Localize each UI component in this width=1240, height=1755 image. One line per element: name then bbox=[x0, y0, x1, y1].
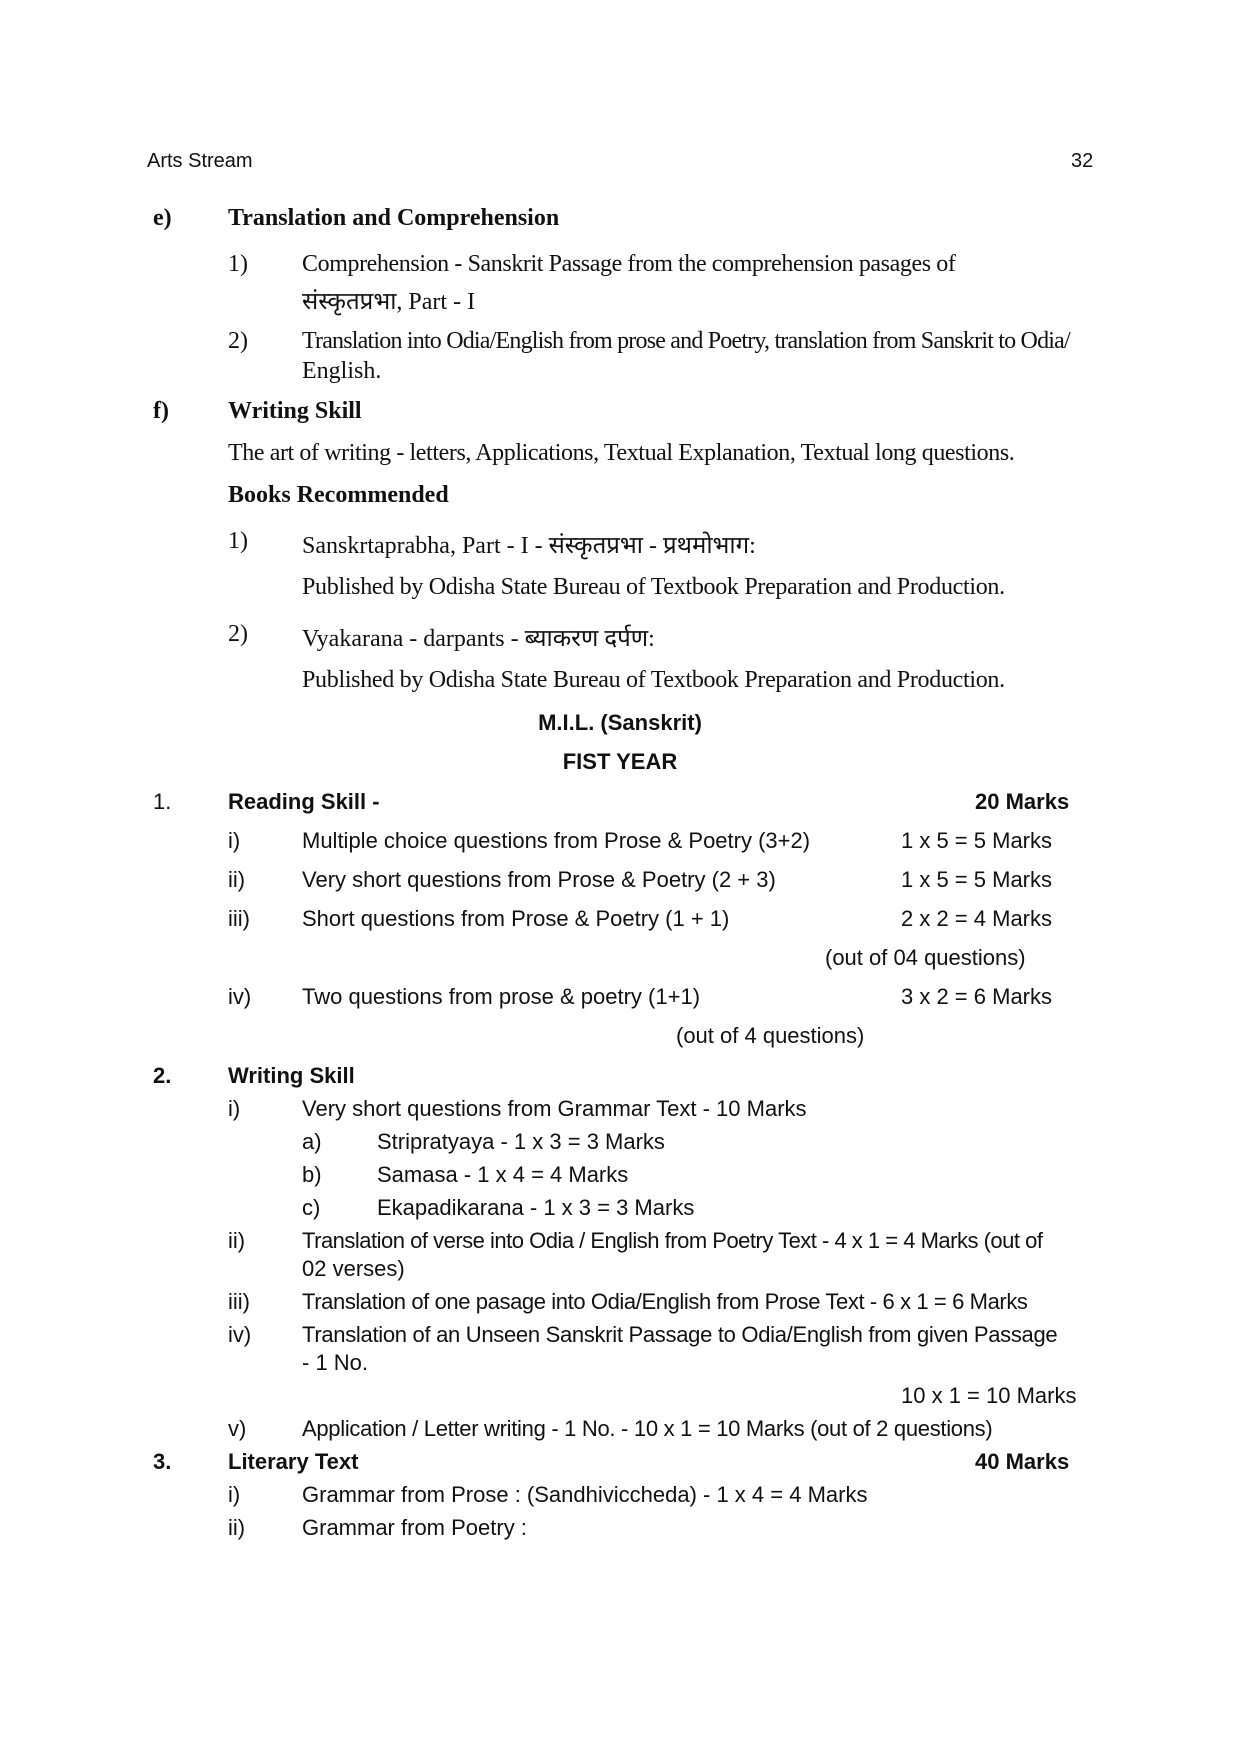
book-2-publisher: Published by Odisha State Bureau of Textbook Preparation and Production. bbox=[302, 667, 1005, 693]
literary-title: Literary Text bbox=[228, 1449, 359, 1474]
literary-item-1-text: Grammar from Prose : (Sandhiviccheda) - 1 x 4 = 4 Marks bbox=[302, 1482, 868, 1507]
writing-item-2-number: ii) bbox=[228, 1228, 246, 1253]
reading-item-3-note: (out of 04 questions) bbox=[825, 945, 1026, 970]
section-e-item-2-text-cont: English. bbox=[302, 358, 382, 384]
reading-item-1-number: i) bbox=[228, 828, 241, 853]
reading-item-3-text: Short questions from Prose & Poetry (1 + 1) bbox=[302, 906, 730, 931]
writing-item-5-text: Application / Letter writing - 1 No. - 10 x 1 = 10 Marks (out of 2 questions) bbox=[302, 1416, 993, 1441]
reading-number: 1. bbox=[153, 789, 172, 814]
section-e-title: Translation and Comprehension bbox=[228, 205, 560, 231]
reading-item-3-number: iii) bbox=[228, 906, 250, 931]
book-2-name: Vyakarana - darpants - ब्याकरण दर्पण: bbox=[302, 626, 655, 652]
writing-item-4-text: Translation of an Unseen Sanskrit Passage to Odia/English from given Passage bbox=[302, 1322, 1058, 1347]
reading-item-2-marks: 1 x 5 = 5 Marks bbox=[901, 867, 1053, 892]
literary-total-marks: 40 Marks bbox=[975, 1449, 1070, 1474]
writing-sub-a-number: a) bbox=[302, 1129, 322, 1154]
section-e-item-2-text: Translation into Odia/English from prose and Poetry, translation from Sanskrit to Odia/ bbox=[302, 328, 1070, 354]
writing-number: 2. bbox=[153, 1063, 172, 1088]
writing-item-4-text-cont: - 1 No. bbox=[302, 1350, 369, 1375]
section-e-item-1-number: 1) bbox=[228, 251, 248, 277]
writing-item-1-number: i) bbox=[228, 1096, 241, 1121]
writing-sub-c-text: Ekapadikarana - 1 x 3 = 3 Marks bbox=[377, 1195, 695, 1220]
writing-sub-b-text: Samasa - 1 x 4 = 4 Marks bbox=[377, 1162, 629, 1187]
literary-item-2-text: Grammar from Poetry : bbox=[302, 1515, 527, 1540]
literary-item-1-number: i) bbox=[228, 1482, 241, 1507]
writing-item-2-text-cont: 02 verses) bbox=[302, 1256, 405, 1281]
writing-item-3-text: Translation of one pasage into Odia/English from Prose Text - 6 x 1 = 6 Marks bbox=[302, 1289, 1028, 1314]
writing-item-2-text: Translation of verse into Odia / English from Poetry Text - 4 x 1 = 4 Marks (out of bbox=[302, 1228, 1043, 1253]
section-e-label: e) bbox=[153, 205, 172, 231]
book-1-name: Sanskrtaprabha, Part - I - संस्कृतप्रभा - प्रथमोभाग: bbox=[302, 533, 756, 559]
reading-item-1-marks: 1 x 5 = 5 Marks bbox=[901, 828, 1053, 853]
reading-total-marks: 20 Marks bbox=[975, 789, 1070, 814]
section-f-text: The art of writing - letters, Applications, Textual Explanation, Textual long questions. bbox=[228, 440, 1015, 466]
writing-item-4-number: iv) bbox=[228, 1322, 252, 1347]
section-e-item-2-number: 2) bbox=[228, 328, 248, 354]
section-f-label: f) bbox=[153, 398, 169, 424]
reading-item-1-text: Multiple choice questions from Prose & Poetry (3+2) bbox=[302, 828, 811, 853]
reading-item-2-text: Very short questions from Prose & Poetry (2 + 3) bbox=[302, 867, 776, 892]
writing-sub-b-number: b) bbox=[302, 1162, 322, 1187]
book-2-number: 2) bbox=[228, 621, 248, 647]
reading-title: Reading Skill - bbox=[228, 789, 380, 814]
reading-item-2-number: ii) bbox=[228, 867, 246, 892]
section-f-title: Writing Skill bbox=[228, 398, 362, 424]
reading-item-4-text: Two questions from prose & poetry (1+1) bbox=[302, 984, 701, 1009]
section-e-item-1-text-cont: संस्कृतप्रभा, Part - I bbox=[302, 289, 476, 315]
book-1-number: 1) bbox=[228, 528, 248, 554]
reading-item-4-note: (out of 4 questions) bbox=[676, 1023, 865, 1048]
reading-item-4-marks: 3 x 2 = 6 Marks bbox=[901, 984, 1053, 1009]
writing-item-1-text: Very short questions from Grammar Text - 10 Marks bbox=[302, 1096, 807, 1121]
literary-item-2-number: ii) bbox=[228, 1515, 246, 1540]
writing-sub-c-number: c) bbox=[302, 1195, 321, 1220]
writing-item-3-number: iii) bbox=[228, 1289, 250, 1314]
running-header: Arts Stream bbox=[147, 150, 253, 172]
page-number: 32 bbox=[1071, 150, 1094, 172]
mil-title: M.I.L. (Sanskrit) bbox=[538, 710, 702, 735]
book-1-publisher: Published by Odisha State Bureau of Textbook Preparation and Production. bbox=[302, 574, 1005, 600]
writing-item-4-marks: 10 x 1 = 10 Marks bbox=[901, 1383, 1077, 1408]
writing-title: Writing Skill bbox=[228, 1063, 355, 1088]
books-title: Books Recommended bbox=[228, 482, 449, 508]
writing-item-5-number: v) bbox=[228, 1416, 247, 1441]
reading-item-3-marks: 2 x 2 = 4 Marks bbox=[901, 906, 1053, 931]
reading-item-4-number: iv) bbox=[228, 984, 252, 1009]
writing-sub-a-text: Stripratyaya - 1 x 3 = 3 Marks bbox=[377, 1129, 665, 1154]
section-e-item-1-text: Comprehension - Sanskrit Passage from the comprehension pasages of bbox=[302, 251, 956, 277]
literary-number: 3. bbox=[153, 1449, 172, 1474]
year-title: FIST YEAR bbox=[562, 749, 678, 774]
